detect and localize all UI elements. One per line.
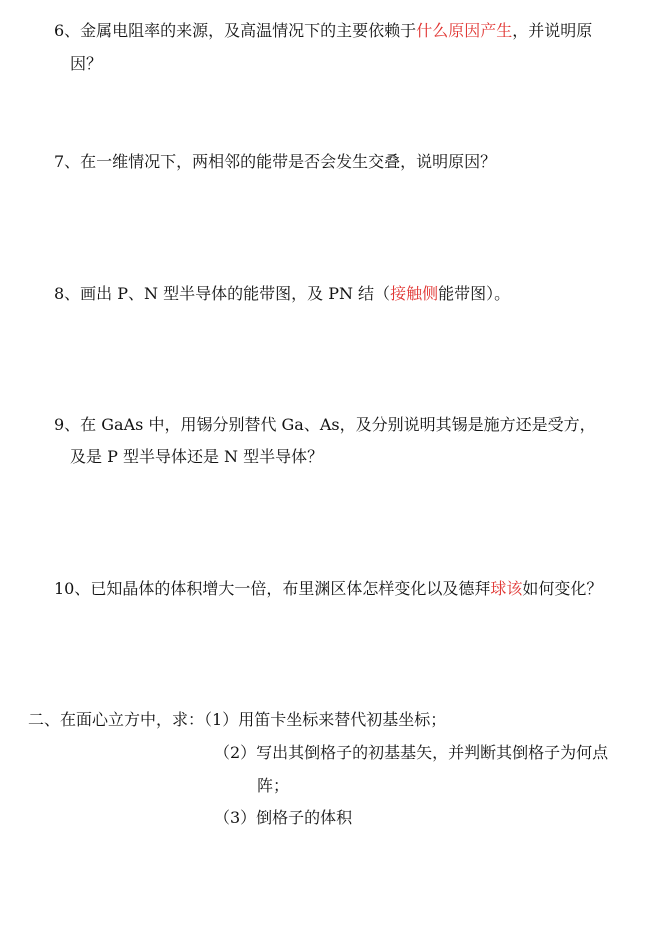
- section2-item1: （1）用笛卡坐标来替代初基坐标；: [204, 710, 447, 729]
- section2-line1: [28, 709, 446, 731]
- q10-highlight: 球该: [490, 579, 523, 598]
- q6-text-a: 6、金属电阻率的来源，及高温情况下的主要依赖于: [54, 21, 417, 40]
- section2-item2-line2: 阵；: [257, 776, 290, 795]
- q6-line1: [54, 20, 592, 42]
- q6-line2: 因？: [70, 54, 103, 73]
- q9-line2: 及是 P 型半导体还是 N 型半导体？: [70, 447, 324, 466]
- q7-line1: 7、在一维情况下，两相邻的能带是否会发生交叠，说明原因？: [54, 152, 497, 171]
- q9-line1: 9、在 GaAs 中，用锡分别替代 Ga、As，及分别说明其锡是施方还是受方，: [54, 415, 596, 434]
- section2-item2-line1: （2）写出其倒格子的初基基矢，并判断其倒格子为何点: [214, 743, 609, 762]
- q10-line1: [54, 578, 602, 600]
- q8-line1: [54, 283, 510, 305]
- q10-text-b: 如何变化？: [522, 579, 603, 598]
- q8-text-b: 能带图）。: [438, 284, 511, 303]
- q6-text-b: ，并说明原: [512, 21, 593, 40]
- section2-item3: （3）倒格子的体积: [214, 808, 353, 827]
- q6-highlight: 什么原因产生: [416, 21, 513, 40]
- q8-highlight: 接触侧: [390, 284, 439, 303]
- q8-text-a: 8、画出 P、N 型半导体的能带图，及 PN 结（: [54, 284, 391, 303]
- section2-intro: 二、在面心立方中，求：: [28, 710, 205, 729]
- q10-text-a: 10、已知晶体的体积增大一倍，布里渊区体怎样变化以及德拜: [54, 579, 491, 598]
